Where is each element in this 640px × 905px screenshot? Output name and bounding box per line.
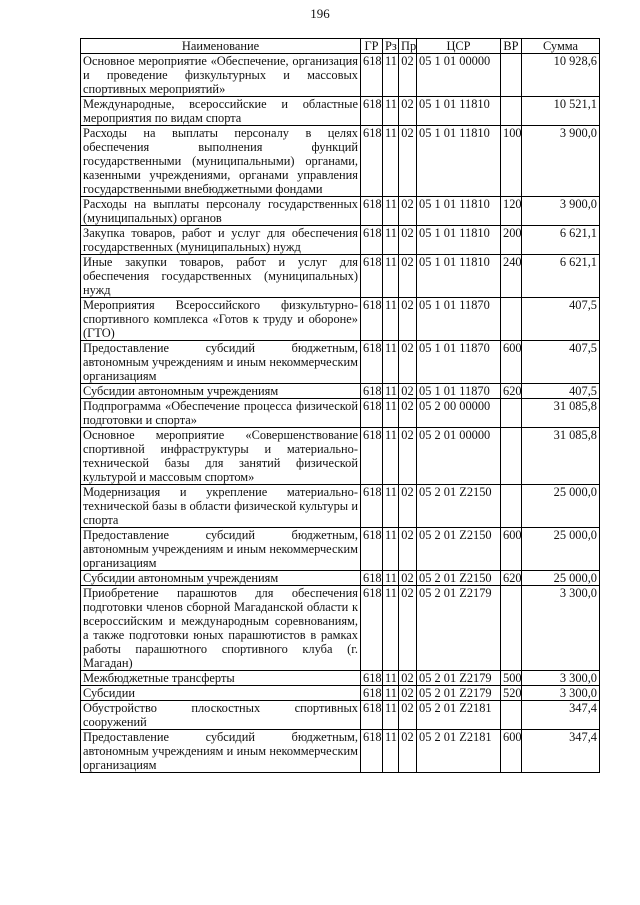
cell-pr: 02 bbox=[399, 730, 417, 773]
cell-pr: 02 bbox=[399, 571, 417, 586]
cell-vr bbox=[501, 428, 522, 485]
cell-rz: 11 bbox=[383, 586, 399, 671]
cell-csr: 05 2 01 Z2179 bbox=[417, 686, 501, 701]
cell-rz: 11 bbox=[383, 571, 399, 586]
cell-vr: 120 bbox=[501, 197, 522, 226]
cell-name: Предоставление субсидий бюджетным, автономным учреждениям и иным некоммерческим организациям bbox=[81, 341, 361, 384]
table-row bbox=[81, 97, 600, 126]
table-row bbox=[81, 255, 600, 298]
cell-gr: 618 bbox=[361, 730, 383, 773]
table-row bbox=[81, 686, 600, 701]
cell-gr: 618 bbox=[361, 399, 383, 428]
cell-name: Приобретение парашютов для обеспечения подготовки членов сборной Магаданской области к всероссийским и международным соревнованиям, а также подготовки юных парашютистов в рамках работы парашютного спортивного клуба (г. Магадан) bbox=[81, 586, 361, 671]
cell-name: Расходы на выплаты персоналу государственных (муниципальных) органов bbox=[81, 197, 361, 226]
cell-csr: 05 1 01 11810 bbox=[417, 226, 501, 255]
cell-rz: 11 bbox=[383, 226, 399, 255]
cell-rz: 11 bbox=[383, 97, 399, 126]
cell-vr bbox=[501, 97, 522, 126]
cell-sum: 25 000,0 bbox=[522, 485, 600, 528]
cell-name: Расходы на выплаты персоналу в целях обеспечения выполнения функций государственными (муниципальными) органами, казенными учреждениями, органами управления государственными внебюджетными фондами bbox=[81, 126, 361, 197]
cell-sum: 3 300,0 bbox=[522, 586, 600, 671]
cell-pr: 02 bbox=[399, 586, 417, 671]
cell-name: Мероприятия Всероссийского физкультурно-спортивного комплекса «Готов к труду и обороне» (ГТО) bbox=[81, 298, 361, 341]
cell-sum: 407,5 bbox=[522, 298, 600, 341]
cell-sum: 6 621,1 bbox=[522, 226, 600, 255]
table-row bbox=[81, 485, 600, 528]
cell-gr: 618 bbox=[361, 384, 383, 399]
cell-rz: 11 bbox=[383, 671, 399, 686]
cell-pr: 02 bbox=[399, 298, 417, 341]
cell-sum: 25 000,0 bbox=[522, 571, 600, 586]
table-row bbox=[81, 671, 600, 686]
cell-vr: 600 bbox=[501, 341, 522, 384]
cell-vr: 500 bbox=[501, 671, 522, 686]
cell-gr: 618 bbox=[361, 54, 383, 97]
cell-rz: 11 bbox=[383, 54, 399, 97]
cell-pr: 02 bbox=[399, 485, 417, 528]
cell-sum: 31 085,8 bbox=[522, 428, 600, 485]
column-header-vr: ВР bbox=[501, 39, 522, 54]
cell-vr bbox=[501, 701, 522, 730]
cell-rz: 11 bbox=[383, 197, 399, 226]
cell-rz: 11 bbox=[383, 428, 399, 485]
cell-pr: 02 bbox=[399, 701, 417, 730]
cell-name: Модернизация и укрепление материально-технической базы в области физической культуры и спорта bbox=[81, 485, 361, 528]
cell-gr: 618 bbox=[361, 671, 383, 686]
cell-rz: 11 bbox=[383, 730, 399, 773]
cell-gr: 618 bbox=[361, 485, 383, 528]
budget-table bbox=[80, 38, 600, 773]
cell-sum: 407,5 bbox=[522, 384, 600, 399]
cell-gr: 618 bbox=[361, 226, 383, 255]
cell-vr: 100 bbox=[501, 126, 522, 197]
cell-pr: 02 bbox=[399, 428, 417, 485]
cell-name: Субсидии автономным учреждениям bbox=[81, 571, 361, 586]
cell-name: Международные, всероссийские и областные мероприятия по видам спорта bbox=[81, 97, 361, 126]
cell-vr: 600 bbox=[501, 730, 522, 773]
cell-pr: 02 bbox=[399, 671, 417, 686]
column-header-sum: Сумма bbox=[522, 39, 600, 54]
cell-sum: 31 085,8 bbox=[522, 399, 600, 428]
cell-gr: 618 bbox=[361, 126, 383, 197]
cell-vr: 620 bbox=[501, 571, 522, 586]
cell-gr: 618 bbox=[361, 586, 383, 671]
cell-csr: 05 1 01 11870 bbox=[417, 384, 501, 399]
cell-rz: 11 bbox=[383, 384, 399, 399]
table-row bbox=[81, 701, 600, 730]
cell-pr: 02 bbox=[399, 226, 417, 255]
cell-name: Субсидии bbox=[81, 686, 361, 701]
cell-gr: 618 bbox=[361, 341, 383, 384]
cell-name: Субсидии автономным учреждениям bbox=[81, 384, 361, 399]
cell-vr: 600 bbox=[501, 528, 522, 571]
cell-vr bbox=[501, 298, 522, 341]
cell-pr: 02 bbox=[399, 686, 417, 701]
cell-pr: 02 bbox=[399, 54, 417, 97]
table-row bbox=[81, 384, 600, 399]
cell-gr: 618 bbox=[361, 686, 383, 701]
column-header-rz: Рз bbox=[383, 39, 399, 54]
cell-name: Закупка товаров, работ и услуг для обеспечения государственных (муниципальных) нужд bbox=[81, 226, 361, 255]
column-header-name: Наименование bbox=[81, 39, 361, 54]
table-row bbox=[81, 298, 600, 341]
cell-pr: 02 bbox=[399, 341, 417, 384]
cell-vr: 620 bbox=[501, 384, 522, 399]
cell-name: Иные закупки товаров, работ и услуг для обеспечения государственных (муниципальных) нужд bbox=[81, 255, 361, 298]
cell-name: Обустройство плоскостных спортивных сооружений bbox=[81, 701, 361, 730]
cell-csr: 05 2 01 Z2150 bbox=[417, 528, 501, 571]
cell-csr: 05 1 01 00000 bbox=[417, 54, 501, 97]
table-row bbox=[81, 226, 600, 255]
cell-sum: 10 928,6 bbox=[522, 54, 600, 97]
cell-vr bbox=[501, 399, 522, 428]
cell-rz: 11 bbox=[383, 298, 399, 341]
cell-csr: 05 2 01 Z2181 bbox=[417, 701, 501, 730]
cell-pr: 02 bbox=[399, 97, 417, 126]
table-row bbox=[81, 571, 600, 586]
cell-csr: 05 2 01 Z2150 bbox=[417, 571, 501, 586]
cell-rz: 11 bbox=[383, 399, 399, 428]
cell-csr: 05 2 01 Z2150 bbox=[417, 485, 501, 528]
cell-pr: 02 bbox=[399, 197, 417, 226]
cell-rz: 11 bbox=[383, 701, 399, 730]
cell-sum: 6 621,1 bbox=[522, 255, 600, 298]
cell-vr bbox=[501, 54, 522, 97]
cell-pr: 02 bbox=[399, 399, 417, 428]
cell-vr: 240 bbox=[501, 255, 522, 298]
cell-pr: 02 bbox=[399, 126, 417, 197]
cell-csr: 05 2 00 00000 bbox=[417, 399, 501, 428]
cell-csr: 05 1 01 11810 bbox=[417, 197, 501, 226]
cell-name: Основное мероприятие «Обеспечение, организация и проведение физкультурных и массовых спортивных мероприятий» bbox=[81, 54, 361, 97]
table-row bbox=[81, 341, 600, 384]
table-row bbox=[81, 586, 600, 671]
cell-sum: 25 000,0 bbox=[522, 528, 600, 571]
cell-sum: 3 900,0 bbox=[522, 197, 600, 226]
cell-rz: 11 bbox=[383, 686, 399, 701]
column-header-pr: Пр bbox=[399, 39, 417, 54]
cell-pr: 02 bbox=[399, 528, 417, 571]
table-row bbox=[81, 528, 600, 571]
cell-name: Межбюджетные трансферты bbox=[81, 671, 361, 686]
cell-csr: 05 1 01 11810 bbox=[417, 97, 501, 126]
cell-sum: 3 900,0 bbox=[522, 126, 600, 197]
cell-gr: 618 bbox=[361, 298, 383, 341]
cell-csr: 05 1 01 11810 bbox=[417, 255, 501, 298]
table-row bbox=[81, 197, 600, 226]
cell-sum: 3 300,0 bbox=[522, 671, 600, 686]
cell-csr: 05 2 01 Z2179 bbox=[417, 671, 501, 686]
cell-gr: 618 bbox=[361, 97, 383, 126]
cell-gr: 618 bbox=[361, 255, 383, 298]
cell-csr: 05 2 01 Z2181 bbox=[417, 730, 501, 773]
cell-name: Подпрограмма «Обеспечение процесса физической подготовки и спорта» bbox=[81, 399, 361, 428]
cell-pr: 02 bbox=[399, 255, 417, 298]
column-header-gr: ГР bbox=[361, 39, 383, 54]
cell-sum: 3 300,0 bbox=[522, 686, 600, 701]
cell-csr: 05 2 01 00000 bbox=[417, 428, 501, 485]
cell-name: Основное мероприятие «Совершенствование спортивной инфраструктуры и материально-технической базы для занятий физической культурой и массовым спортом» bbox=[81, 428, 361, 485]
cell-sum: 407,5 bbox=[522, 341, 600, 384]
cell-csr: 05 1 01 11870 bbox=[417, 341, 501, 384]
cell-name: Предоставление субсидий бюджетным, автономным учреждениям и иным некоммерческим организациям bbox=[81, 528, 361, 571]
cell-gr: 618 bbox=[361, 701, 383, 730]
table-row bbox=[81, 54, 600, 97]
cell-gr: 618 bbox=[361, 197, 383, 226]
cell-rz: 11 bbox=[383, 341, 399, 384]
cell-gr: 618 bbox=[361, 528, 383, 571]
cell-csr: 05 1 01 11870 bbox=[417, 298, 501, 341]
cell-sum: 347,4 bbox=[522, 701, 600, 730]
cell-pr: 02 bbox=[399, 384, 417, 399]
cell-vr: 200 bbox=[501, 226, 522, 255]
cell-vr: 520 bbox=[501, 686, 522, 701]
cell-csr: 05 1 01 11810 bbox=[417, 126, 501, 197]
cell-rz: 11 bbox=[383, 528, 399, 571]
page-number: 196 bbox=[310, 6, 330, 21]
cell-rz: 11 bbox=[383, 255, 399, 298]
cell-csr: 05 2 01 Z2179 bbox=[417, 586, 501, 671]
cell-rz: 11 bbox=[383, 126, 399, 197]
cell-sum: 10 521,1 bbox=[522, 97, 600, 126]
table-row bbox=[81, 399, 600, 428]
cell-sum: 347,4 bbox=[522, 730, 600, 773]
column-header-csr: ЦСР bbox=[417, 39, 501, 54]
cell-name: Предоставление субсидий бюджетным, автономным учреждениям и иным некоммерческим организациям bbox=[81, 730, 361, 773]
cell-gr: 618 bbox=[361, 571, 383, 586]
cell-gr: 618 bbox=[361, 428, 383, 485]
cell-vr bbox=[501, 485, 522, 528]
table-row bbox=[81, 428, 600, 485]
cell-vr bbox=[501, 586, 522, 671]
table-row bbox=[81, 126, 600, 197]
table-row bbox=[81, 730, 600, 773]
table-header-row bbox=[81, 39, 600, 54]
cell-rz: 11 bbox=[383, 485, 399, 528]
